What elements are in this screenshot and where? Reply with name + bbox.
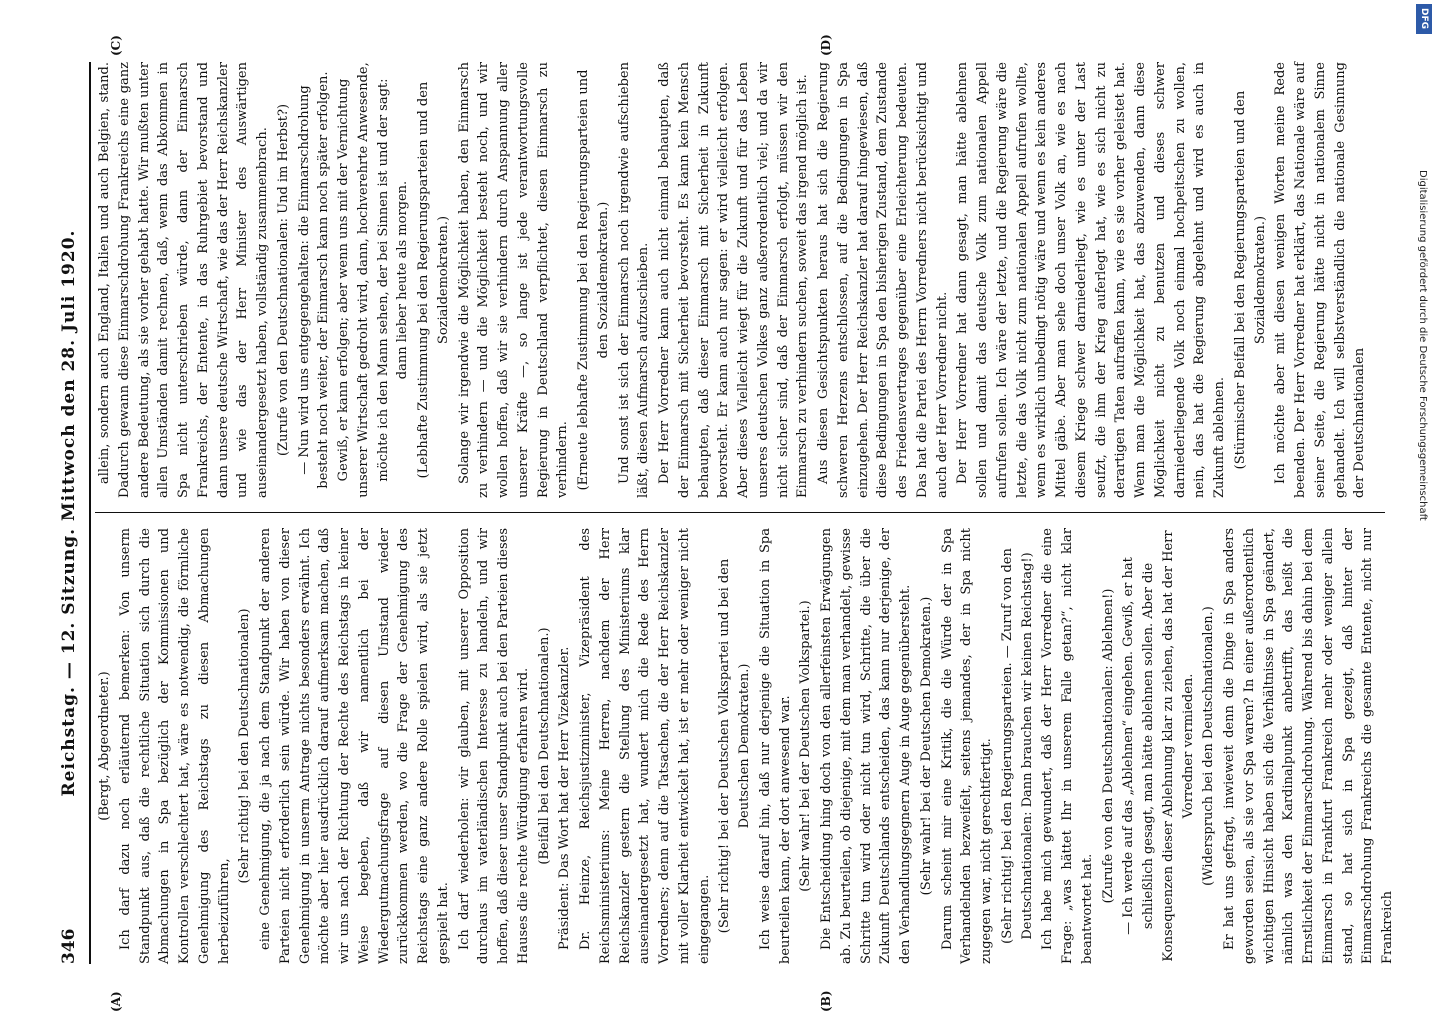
rotated-page-content xyxy=(49,62,1399,964)
paragraph: Aus diesen Gesichtspunkten heraus hat sich die Regierung schweren Herzens entschlossen, auf die Bedingungen in Spa einzugehen. Der Herr Reichskanzler hat darauf hingewiesen, daß diese Bedingungen in Spa den bisherigen Zustand, dem Zustande des Friedensvertrages gegenüber eine Erleichterung bedeuten. Das hat die Partei des Herrn Vorredners nicht berücksichtigt und auch der Herr Vorredner nicht. xyxy=(814,62,952,498)
column-divider xyxy=(95,512,1385,513)
paragraph: Solange wir irgendwie die Möglichkeit haben, den Einmarsch zu verhindern — und die Möglichkeit besteht noch, und wir wollen hoffen, daß wir sie verhindern durch Anspannung aller unserer Kräfte —, so lange ist jede verantwortungsvolle Regierung in Deutschland verpflichtet, diesen Einmarsch zu verhindern. xyxy=(455,62,574,498)
paragraph: Die Entscheidung hing doch von den allerfeinsten Erwägungen ab. Zu beurteilen, ob diejenige, mit dem man verhandelt, gewisse Schritte tun wird oder nicht tun wird, Schritte, die über die Zukunft Deutschlands entscheiden, das kann nur derjenige, der den Verhandlungsgegnern Auge in Auge gegenübersteht. xyxy=(817,528,916,964)
paragraph: Dr. Heinze, Reichsjustizminister, Vizepräsident des Reichsministeriums: Meine Herren, nachdem der Herr Reichskanzler gestern die Stellung des Ministeriums klar auseinandergesetzt hat, wundert mich die Rede des Herrn Vorredners; denn auf die Tatsachen, die der Herr Reichskanzler mit voller Klarheit entwickelt hat, ist er mehr oder weniger nicht eingegangen. xyxy=(576,528,714,964)
paragraph: eine Genehmigung, die ja nach dem Standpunkt der anderen Parteien nicht erforderlich sein würde. Wir haben von dieser Genehmigung in unserm Antrage nichts besonders erwähnt. Ich möchte aber hier ausdrücklich darauf aufmerksam machen, daß wir uns nach der Richtung der Rechte des Reichstags in keiner Weise begeben, daß wir namentlich bei der Wiedergutmachungsfrage auf diesen Umstand wieder zurückkommen werden, wo die Frage der Genehmigung des Reichstags eine ganz andere Rolle spielen wird, als sie jetzt gespielt hat. xyxy=(256,528,454,964)
digitization-note xyxy=(1416,170,1430,930)
paragraph: Ich darf wiederholen: wir glauben, mit unserer Opposition durchaus im vaterländischen Interesse zu handeln, und wir hoffen, daß dieser unser Standpunkt auch bei den Parteien dieses Hauses die rechte Würdigung erfahren wird. xyxy=(455,528,534,964)
digitization-note-text: Digitalisierung gefördert durch die Deutsche Forschungsgemeinschaft xyxy=(1417,170,1428,930)
paragraph: Ich darf dazu noch erläuternd bemerken: Von unserm Standpunkt aus, daß die rechtliche Situation sich durch die Abmachungen in Spa bezüglich der Kommissionen und Kontrollen verschlechtert hat, wäre es notwendig, die förmliche Genehmigung des Reichstags zu diesen Abmachungen herbeizuführen, xyxy=(116,528,235,964)
running-title: Reichstag. — 12. Sitzung. Mittwoch den 28. Juli 1920. xyxy=(59,62,79,964)
page-header xyxy=(49,62,89,964)
paragraph: (Widerspruch bei den Deutschnationalen.) xyxy=(1199,528,1219,964)
paragraph: Er hat uns gefragt, inwieweit denn die Dinge in Spa anders geworden seien, als sie vor Spa waren? In einer außerordentlich wichtigen Hinsicht haben sich die Verhältnisse in Spa geändert, nämlich was den Kardinalpunkt anbetrifft, das heißt die Ernstlichkeit der Einmarschdrohung. Während bis dahin bei dem Einmarsch in Frankfurt Frankreich mehr oder weniger allein stand, so hat sich in Spa gezeigt, daß hinter der Einmarschdrohung Frankreichs die gesamte Entente, nicht nur Frankreich xyxy=(1220,528,1398,964)
margin-mark-d: (D) xyxy=(819,34,833,56)
paragraph: Ich weise darauf hin, daß nur derjenige die Situation in Spa beurteilen kann, der dort anwesend war. xyxy=(756,528,796,964)
paragraph: (Bergt, Abgeordneter.) xyxy=(95,528,115,964)
paragraph: (Lebhafte Zustimmung bei den Regierungsparteien und den Sozialdemokraten.) xyxy=(414,62,454,498)
paragraph: (Sehr richtig! bei den Regierungsparteien. — Zuruf von den Deutschnationalen: Dann brauchen wir keinen Reichstag!) xyxy=(998,528,1038,964)
paragraph: (Zurufe von den Deutschnationalen: Und im Herbst?) xyxy=(274,62,294,498)
margin-mark-a: (A) xyxy=(109,991,123,1012)
paragraph: (Sehr richtig! bei der Deutschen Volkspartei und bei den Deutschen Demokraten.) xyxy=(715,528,755,964)
left-column xyxy=(95,528,1399,964)
paragraph: (Zurufe von den Deutschnationalen: Ablehnen!) xyxy=(1099,528,1119,964)
paragraph: (Beifall bei den Deutschnationalen.) xyxy=(535,528,555,964)
paragraph: Ich möchte aber mit diesen wenigen Worten meine Rede beenden. Der Herr Vorredner hat erklärt, das Nationale wäre auf seiner Seite, die Regierung hätte nicht in nationalem Sinne gehandelt. Ich will selbstverständlich die nationale Gesinnung der Deutschnationalen xyxy=(1271,62,1370,498)
dfg-logo: DFG xyxy=(1416,4,1432,34)
paragraph: Präsident: Das Wort hat der Herr Vizekanzler. xyxy=(555,528,575,964)
margin-mark-b: (B) xyxy=(819,991,833,1012)
paragraph: — Nun wird uns entgegengehalten: die Einmarschdrohung besteht noch weiter, der Einmarsch kann noch später erfolgen. Gewiß, er kann erfolgen; aber wenn uns mit der Vernichtung unserer Wirtschaft gedroht wird, dann, hochverehrte Anwesende, möchte ich den Mann sehen, der bei Sinnen ist und der sagt: dann lieber heute als morgen. xyxy=(295,62,414,498)
paragraph: (Sehr wahr! bei der Deutschen Volkspartei.) xyxy=(796,528,816,964)
paragraph: Der Herr Vorredner kann auch nicht einmal behaupten, daß der Einmarsch mit Sicherheit bevorsteht. Es kann kein Mensch behaupten, daß dieser Einmarsch mit Sicherheit in Zukunft bevorsteht. Er kann auch nur sagen: er wird vielleicht erfolgen. Aber dieses Vielleicht wiegt für die Zukunft und für das Leben unseres deutschen Volkes ganz außerordentlich viel; und da wir nicht sicher sind, daß der Einmarsch erfolgt, müssen wir den Einmarsch zu verhindern suchen, soweit das irgend möglich ist. xyxy=(655,62,813,498)
paragraph: Der Herr Vorredner hat dann gesagt, man hätte ablehnen sollen und damit das deutsche Volk zum nationalen Appell aufrufen sollen. Ich wäre der letzte, und die Regierung wäre die letzte, die das Volk nicht zum nationalen Appell aufrufen wollte, wenn es wirklich unbedingt nötig wäre und wenn es kein anderes Mittel gäbe. Aber man sehe doch unser Volk an, wie es nach diesem Kriege schwer darniederliegt, wie es unter der Last seufzt, die ihm der Krieg auferlegt hat, wie es sich nicht zu derartigen Taten aufraffen kann, wie es sie vorher geleistet hat. Wenn man die Möglichkeit hat, das abzuwenden, dann diese Möglichkeit nicht zu benutzen und dieses schwer darniederliegende Volk noch einmal hochpeitschen zu wollen, nein, das hat die Regierung abgelehnt und wird es auch in Zukunft ablehnen. xyxy=(953,62,1230,498)
paragraph: (Erneute lebhafte Zustimmung bei den Regierungsparteien und den Sozialdemokraten.) xyxy=(574,62,614,498)
paragraph: (Stürmischer Beifall bei den Regierungsparteien und den Sozialdemokraten.) xyxy=(1231,62,1271,498)
paragraph: Darum scheint mir eine Kritik, die die Würde der in Spa Verhandelnden bezweifelt, seitens jemandes, der in Spa nicht zugegen war, nicht gerechtfertigt. xyxy=(938,528,997,964)
right-column xyxy=(95,62,1371,498)
header-rule xyxy=(89,62,91,964)
paragraph: — Ich werde auf das „Ablehnen“ eingehen. Gewiß, er hat schließlich gesagt, man hätte ablehnen sollen. Aber die Konsequenzen dieser Ablehnung klar zu ziehen, das hat der Herr Vorredner vermieden. xyxy=(1119,528,1198,964)
paragraph: Und sonst ist sich der Einmarsch noch irgendwie aufschieben läßt, diesen Aufmarsch aufzuschieben. xyxy=(615,62,655,498)
paragraph: Ich habe mich gewundert, daß der Herr Vorredner die eine Frage: „was hättet Ihr in unserem Falle getan?“, nicht klar beantwortet hat. xyxy=(1038,528,1097,964)
paragraph: (Sehr wahr! bei der Deutschen Demokraten.) xyxy=(917,528,937,964)
page-number: 346 xyxy=(59,929,79,965)
margin-mark-c: (C) xyxy=(109,35,123,56)
paragraph: allein, sondern auch England, Italien und auch Belgien, stand. Dadurch gewann diese Einmarschdrohung Frankreichs eine ganz andere Bedeutung, als sie vorher gehabt hatte. Wir mußten unter allen Umständen damit rechnen, daß, wenn das Abkommen in Spa nicht unterschrieben würde, dann der Einmarsch Frankreichs, der Entente, in das Ruhrgebiet bevorstand und dann unsere deutsche Wirtschaft, wie das der Herr Reichskanzler und wie das der Herr Minister des Auswärtigen auseinandergesetzt haben, vollständig zusammenbrach. xyxy=(95,62,273,498)
paragraph: (Sehr richtig! bei den Deutschnationalen) xyxy=(235,528,255,964)
